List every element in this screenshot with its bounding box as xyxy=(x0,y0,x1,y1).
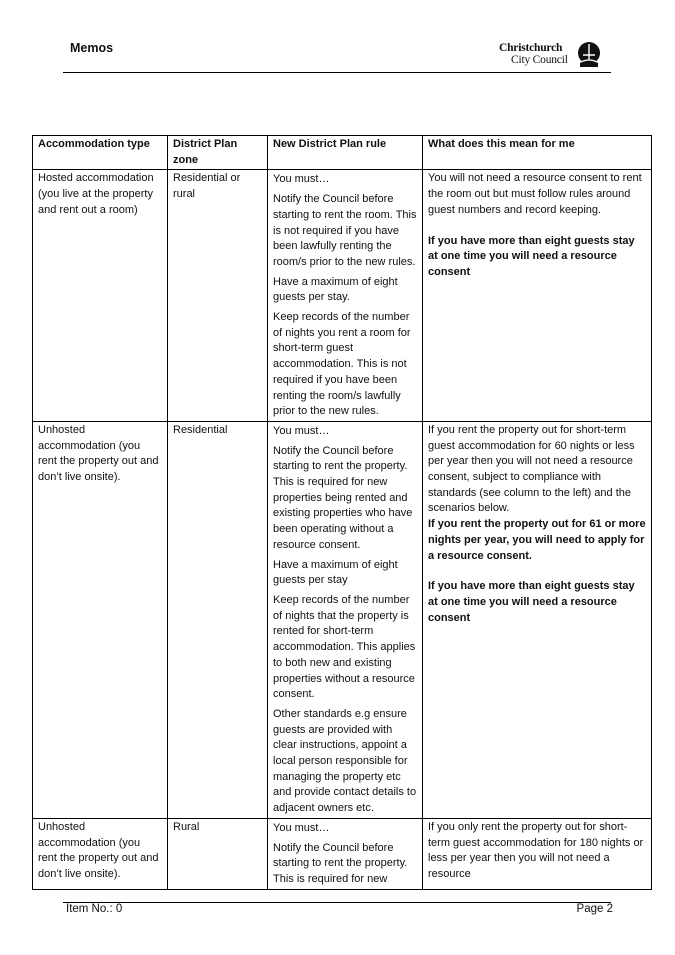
page-number: Page 2 xyxy=(576,903,613,915)
rule-paragraph: Have a maximum of eight guests per stay xyxy=(273,558,398,587)
table-row xyxy=(33,170,652,422)
rule-paragraph: Keep records of the number of nights that the property is rented for short-term accommodation. This applies to both new and existing properties without a resource consent. xyxy=(273,593,416,701)
accommodation-type-cell: Hosted accommodation (you live at the property and rent out a room) xyxy=(33,170,168,422)
accommodation-type-cell: Unhosted accommodation (you rent the property out and don’t live onsite). xyxy=(33,818,168,889)
zone-cell: Residential xyxy=(168,421,268,818)
logo-line-1: Christchurch xyxy=(499,42,563,54)
accommodation-type-cell: Unhosted accommodation (you rent the property out and don’t live onsite). xyxy=(33,421,168,818)
meaning-cell xyxy=(423,818,652,889)
rule-paragraph: Notify the Council before starting to rent the property. This is required for new properties being rented and existing properties who have been operating without a resource consent. xyxy=(273,444,413,551)
meaning-text: You will not need a resource consent to rent the room out but must follow rules around guest numbers and record keeping. xyxy=(428,172,642,216)
meaning-bold-text: If you rent the property out for 61 or more nights per year, you will need to apply for a resource consent. xyxy=(428,518,646,562)
meaning-text: If you only rent the property out for short-term guest accommodation for 180 nights or less per year then you will not need a resource xyxy=(428,820,644,880)
rule-paragraph: You must… xyxy=(273,424,330,437)
meaning-cell xyxy=(423,421,652,818)
rule-paragraph: Keep records of the number of nights you rent a room for short-term guest accommodation. This is not required if you have been renting the room/s lawfully prior to the new rules. xyxy=(273,311,411,418)
column-header: Accommodation type xyxy=(33,136,168,170)
table-header-row xyxy=(33,136,652,170)
rule-paragraph: You must… xyxy=(273,821,330,834)
accommodation-rules-table xyxy=(32,135,652,890)
zone-cell: Rural xyxy=(168,818,268,889)
cathedral-logo-icon xyxy=(577,41,601,67)
meaning-bold-text: If you have more than eight guests stay at one time you will need a resource consent xyxy=(428,234,635,278)
footer-divider xyxy=(63,902,611,903)
rule-paragraph: Have a maximum of eight guests per stay. xyxy=(273,275,398,304)
council-logo xyxy=(495,40,605,68)
memo-title: Memos xyxy=(70,41,114,55)
rule-cell xyxy=(268,818,423,889)
column-header: District Plan zone xyxy=(168,136,268,170)
rule-paragraph: You must… xyxy=(273,173,330,186)
rule-paragraph: Notify the Council before starting to rent the property. This is required for new xyxy=(273,841,408,885)
column-header: What does this mean for me xyxy=(423,136,652,170)
zone-cell: Residential or rural xyxy=(168,170,268,422)
column-header: New District Plan rule xyxy=(268,136,423,170)
table-row xyxy=(33,818,652,889)
logo-line-2: City Council xyxy=(511,54,568,66)
rule-paragraph: Notify the Council before starting to rent the room. This is not required if you have been lawfully renting the room/s prior to the new rules. xyxy=(273,193,417,268)
meaning-bold-text: If you have more than eight guests stay at one time you will need a resource consent xyxy=(428,580,635,624)
rule-cell xyxy=(268,170,423,422)
header-divider xyxy=(63,72,611,73)
rule-paragraph: Other standards e.g ensure guests are provided with clear instructions, appoint a local person responsible for managing the property etc and provide contact details to adjacent owners etc. xyxy=(273,707,417,815)
meaning-cell xyxy=(423,170,652,422)
table-row xyxy=(33,421,652,818)
meaning-text: If you rent the property out for short-term guest accommodation for 60 nights or less per year then you will not need a resource consent, subject to compliance with standards (see column to the left) and the scenarios below. xyxy=(428,423,635,515)
item-number: Item No.: 0 xyxy=(66,903,123,915)
rule-cell xyxy=(268,421,423,818)
